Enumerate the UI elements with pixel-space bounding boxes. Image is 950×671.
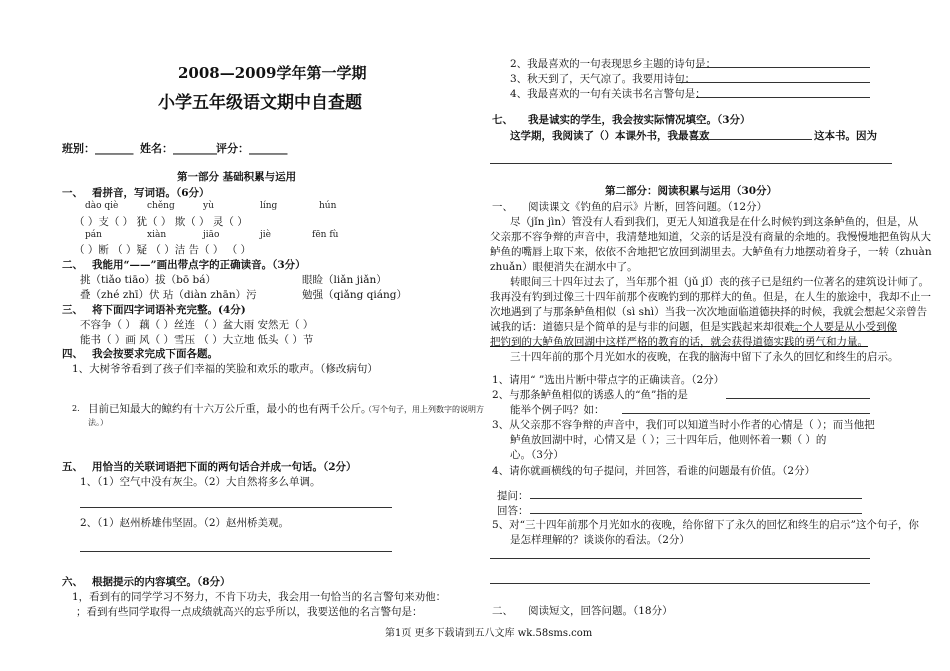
answer-line[interactable] [530,513,862,514]
passage-line: 尽（jǐn jìn）管没有人看到我们，更无人知道我是在什么时候钓到这条鲈鱼的，但是，从 [510,216,919,228]
s4-q1: 1、大树爷爷看到了孩子们幸福的笑脸和欢乐的歌声。（修改病句） [72,363,378,375]
s7-book-line[interactable] [692,139,812,140]
s2-row1-right[interactable]: 眼睑（liǎn jiǎn） [302,274,387,286]
year-title: 2008—2009学年第一学期 [178,64,367,82]
passage-line: 父亲那不容争辩的声音中，我清楚地知道，父亲的话是没有商量的余地的。我慢慢地把鱼钩从大 [490,231,931,243]
s2-title: 我能用“——”画出带点字的正确读音。（3分） [92,259,306,271]
passage-line: 三十四年前的那个月光如水的夜晚，在我的脑海中留下了永久的回忆和终生的启示。 [510,351,899,363]
r-q2-answer-line[interactable] [696,67,870,68]
s6-q2: ；看到有些同学取得一点成绩就高兴的忘乎所以，我要送他的名言警句是： [76,606,423,618]
passage-line: zhuǎn）眼便消失在湖水中了。 [490,261,638,273]
name-field: 姓名：________ [140,142,217,155]
s5-q2-answer-line[interactable] [80,551,392,552]
class-field: 班别：_______ [62,142,134,155]
s7-text: 这学期，我阅读了（）本课外书，我最喜欢 [510,130,710,142]
r-q3-answer-line[interactable] [676,82,870,83]
p2-q5-line[interactable] [490,583,870,584]
s5-q1-answer-line[interactable] [80,507,392,508]
s7-text-end: 这本书。因为 [814,130,877,142]
p2-q3: 鲈鱼放回湖中时，心情又是（ ）；三十四年后，他则怀着一颗（ ）的 [510,434,827,446]
p2-q2-example-line[interactable] [622,413,870,414]
p2-s2-title: 阅读短文，回答问题。（18分） [528,605,673,617]
s3-row1[interactable]: 不容争（ ） 藕（ ）丝连 （ ）盆大雨 安然无（ ） [80,319,314,331]
s7-title: 我是诚实的学生，我会按实际情况填空。（3分） [528,114,751,126]
p2-q2-example: 能举个例子吗？如： [510,404,605,416]
s4-title: 我会按要求完成下面各题。 [92,348,218,360]
r-q2: 2、我最喜欢的一句表现思乡主题的诗句是： [510,58,717,70]
answer-label: 回答： [497,505,529,517]
s6-title: 根据提示的内容填空。（8分） [92,576,231,588]
pinyin: jiè [260,230,271,240]
pinyin: chěng [147,201,175,211]
s7-answer-line[interactable] [490,163,892,164]
page-footer: 第1页 更多下载请到五八文库 wk.58sms.com [385,628,593,639]
p2-q1: 1、请用“ ”选出片断中带点字的正确读音。（2分） [492,374,725,386]
pinyin: fēn fù [312,230,339,240]
p2-s1-number: 一、 [492,201,513,213]
s6-number: 六、 [62,576,83,588]
p2-q3: 3、从父亲那不容争辩的声音中，我们可以知道当时小作者的心情是（ ）；而当他把 [492,419,875,431]
s7-number: 七、 [492,114,513,126]
p2-s2-number: 二、 [492,605,513,617]
pinyin: dào qiè [85,201,119,211]
p2-s1-title: 阅读课文《钓鱼的启示》片断，回答问题。（12分） [528,201,768,213]
s4-q2: 目前已知最大的鲸约有十六万公斤重，最小的也有两千公斤。 [88,403,372,415]
passage-line: 诫我的话：道德只是个简单的是与非的问题，但是实践起来却很难。 [490,321,805,333]
underlined-sentence: 把钓到的大鲈鱼放回湖中这样严格的教育的话，就会获得道德实践的勇气和力量。 [490,336,868,348]
ask-label: 提问： [497,490,529,502]
s5-q1: 1、（1）空气中没有灰尘。（2）大自然将多么单调。 [80,476,321,488]
pinyin: xiàn [147,230,167,240]
s4-q2-number: 2. [72,404,80,413]
pinyin: jiāo [203,230,220,240]
part1-title: 第一部分 基础积累与运用 [177,171,297,183]
pinyin: hún [319,201,337,211]
ask-line[interactable] [530,498,862,499]
s4-number: 四、 [62,348,83,360]
passage-line: 我再没有钓到过像三十四年前那个夜晚钓到的那样大的鱼。但是，在人生的旅途中，我却不止一 [490,291,931,303]
s6-q1: 1，看到有的同学学习不努力，不肯下功夫，我会用一句恰当的名言警句来劝他： [72,591,447,603]
s3-number: 三、 [62,304,83,316]
s2-row2-left[interactable]: 叠（zhé zhī）伏 玷（diàn zhān）污 [80,289,257,301]
p2-q2: 2、与那条鲈鱼相似的诱惑人的“鱼”指的是 [492,389,688,401]
s1-number: 一、 [62,187,83,199]
passage-line: 转眼间三十四年过去了，当年那个祖（jǔ jǐ）丧的孩子已是纽约一位著名的建筑设计师了。 [510,276,929,288]
p2-q5: 是怎样理解的？谈谈你的看法。（2分） [510,534,690,546]
s3-title: 将下面四字词语补充完整。(4分) [92,304,246,316]
r-q4-answer-line[interactable] [696,97,870,98]
pinyin: yù [203,201,214,211]
pinyin: pán [85,230,102,240]
s1-title: 看拼音，写词语。（6分） [92,187,210,199]
s3-row2[interactable]: 能书（ ）画 风（ ）雪压 （ ）大立地 低头（ ）节 [80,334,314,346]
s5-q2: 2、（1）赵州桥雄伟坚固。（2）赵州桥美观。 [80,517,290,529]
s2-row2-right[interactable]: 勉强（qiǎng qiáng） [302,289,407,301]
s4-q2-note: （写个句子，用上列数字的说明方 [364,405,484,414]
s2-row1-left[interactable]: 挑（tiǎo tiāo）拔（bō bá） [80,274,217,286]
r-q4: 4、我最喜欢的一句有关读书名言警句是： [510,88,706,100]
p2-q2-line[interactable] [726,398,870,399]
s1-blanks-row2[interactable]: （ ）断 （ ）疑 （ ）洁 告（ ） （ ） [74,244,252,256]
s4-q2-note: 法。） [88,418,108,427]
passage-line: 鲈鱼的嘴唇上取下来，依依不舍地把它放回到湖里去。大鲈鱼有力地摆动着身子，一转（zhuàn [490,246,932,258]
underlined-sentence: 一个人要是从小受到像 [792,321,897,333]
s1-blanks-row1[interactable]: （ ）支（ ） 犹（ ） 欺（ ） 灵（ ） [74,216,248,228]
part2-title: 第二部分：阅读积累与运用（30分） [605,185,778,197]
p2-q5-line[interactable] [490,558,870,559]
r-q3: 3、秋天到了，天气凉了。我要用诗句： [510,73,696,85]
s5-number: 五、 [62,461,83,473]
s2-number: 二、 [62,259,83,271]
score-field: 评分：_______ [216,142,288,155]
s5-title: 用恰当的关联词语把下面的两句话合并成一句话。（2分） [92,461,357,473]
exam-title: 小学五年级语文期中自查题 [158,93,362,113]
p2-q3: 心。（3分） [510,449,564,461]
p2-q4: 4、请你就画横线的句子提问，并回答，看谁的问题最有价值。（2分） [492,465,816,477]
pinyin: líng [260,201,278,211]
passage-line: 次地遇到了与那条鲈鱼相似（sì shì）当我一次次地面临道德抉择的时候，我就会想起父亲曾告 [490,306,928,318]
p2-q5: 5、对“三十四年前那个月光如水的夜晚，给你留下了永久的回忆和终生的启示”这个句子，你 [492,519,919,531]
